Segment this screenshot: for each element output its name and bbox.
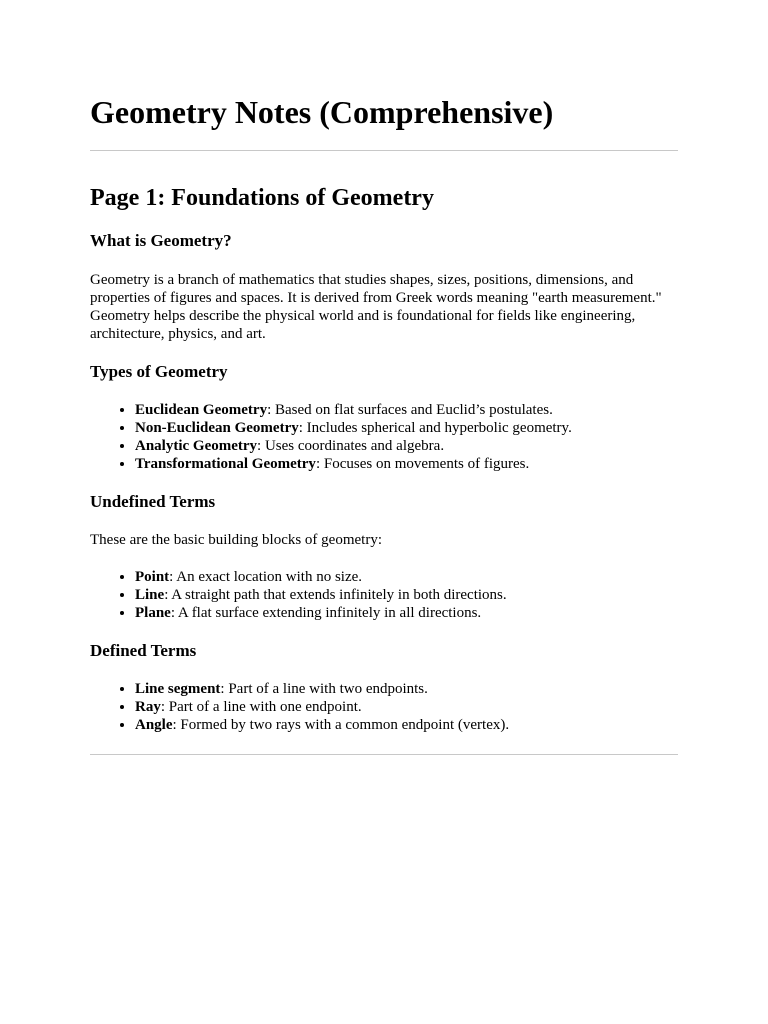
divider-bottom bbox=[90, 754, 678, 755]
section-heading-types-of-geometry: Types of Geometry bbox=[90, 362, 228, 381]
list-item bbox=[135, 455, 678, 473]
undefined-terms-intro: These are the basic building blocks of geometry: bbox=[90, 532, 382, 548]
term-description: : Part of a line with one endpoint. bbox=[160, 699, 362, 715]
undefined-terms-list bbox=[90, 568, 678, 622]
types-of-geometry-list bbox=[90, 401, 678, 473]
list-item bbox=[135, 419, 678, 437]
term-description: : Formed by two rays with a common endpoint (vertex). bbox=[172, 717, 510, 733]
divider-top bbox=[90, 150, 678, 151]
section-heading-what-is-geometry: What is Geometry? bbox=[90, 231, 232, 250]
defined-terms-list bbox=[90, 680, 678, 734]
term-label: Ray bbox=[135, 699, 161, 715]
term-label: Point bbox=[135, 569, 170, 585]
list-item bbox=[135, 604, 678, 622]
term-description: : An exact location with no size. bbox=[169, 569, 363, 585]
term-description: : Focuses on movements of figures. bbox=[315, 456, 530, 472]
what-is-geometry-paragraph: Geometry is a branch of mathematics that studies shapes, sizes, positions, dimensions, and properties of figures and spaces. It is derived from Greek words meaning "earth measurement." Geometry helps describe the physical world and is foundational for fields like engineering, architecture, physics, and art. bbox=[90, 272, 662, 342]
term-description: : Includes spherical and hyperbolic geometry. bbox=[298, 420, 572, 436]
list-item bbox=[135, 437, 678, 455]
section-heading-defined-terms: Defined Terms bbox=[90, 641, 197, 660]
term-description: : Uses coordinates and algebra. bbox=[257, 438, 445, 454]
list-item bbox=[135, 716, 678, 734]
document-title: Geometry Notes (Comprehensive) bbox=[90, 94, 554, 130]
term-description: : A flat surface extending infinitely in all directions. bbox=[170, 605, 482, 621]
page-heading: Page 1: Foundations of Geometry bbox=[90, 185, 434, 211]
term-label: Plane bbox=[135, 605, 171, 621]
term-label: Line segment bbox=[135, 681, 221, 697]
term-description: : Based on flat surfaces and Euclid’s postulates. bbox=[267, 402, 553, 418]
term-label: Transformational Geometry bbox=[135, 456, 316, 472]
term-label: Euclidean Geometry bbox=[135, 402, 268, 418]
term-label: Analytic Geometry bbox=[135, 438, 258, 454]
section-heading-undefined-terms: Undefined Terms bbox=[90, 492, 216, 511]
term-label: Line bbox=[135, 587, 165, 603]
term-description: : A straight path that extends infinitely in both directions. bbox=[164, 587, 507, 603]
list-item bbox=[135, 401, 678, 419]
list-item bbox=[135, 586, 678, 604]
term-description: : Part of a line with two endpoints. bbox=[220, 681, 428, 697]
list-item bbox=[135, 568, 678, 586]
list-item bbox=[135, 698, 678, 716]
list-item bbox=[135, 680, 678, 698]
term-label: Angle bbox=[135, 717, 173, 733]
term-label: Non-Euclidean Geometry bbox=[135, 420, 299, 436]
